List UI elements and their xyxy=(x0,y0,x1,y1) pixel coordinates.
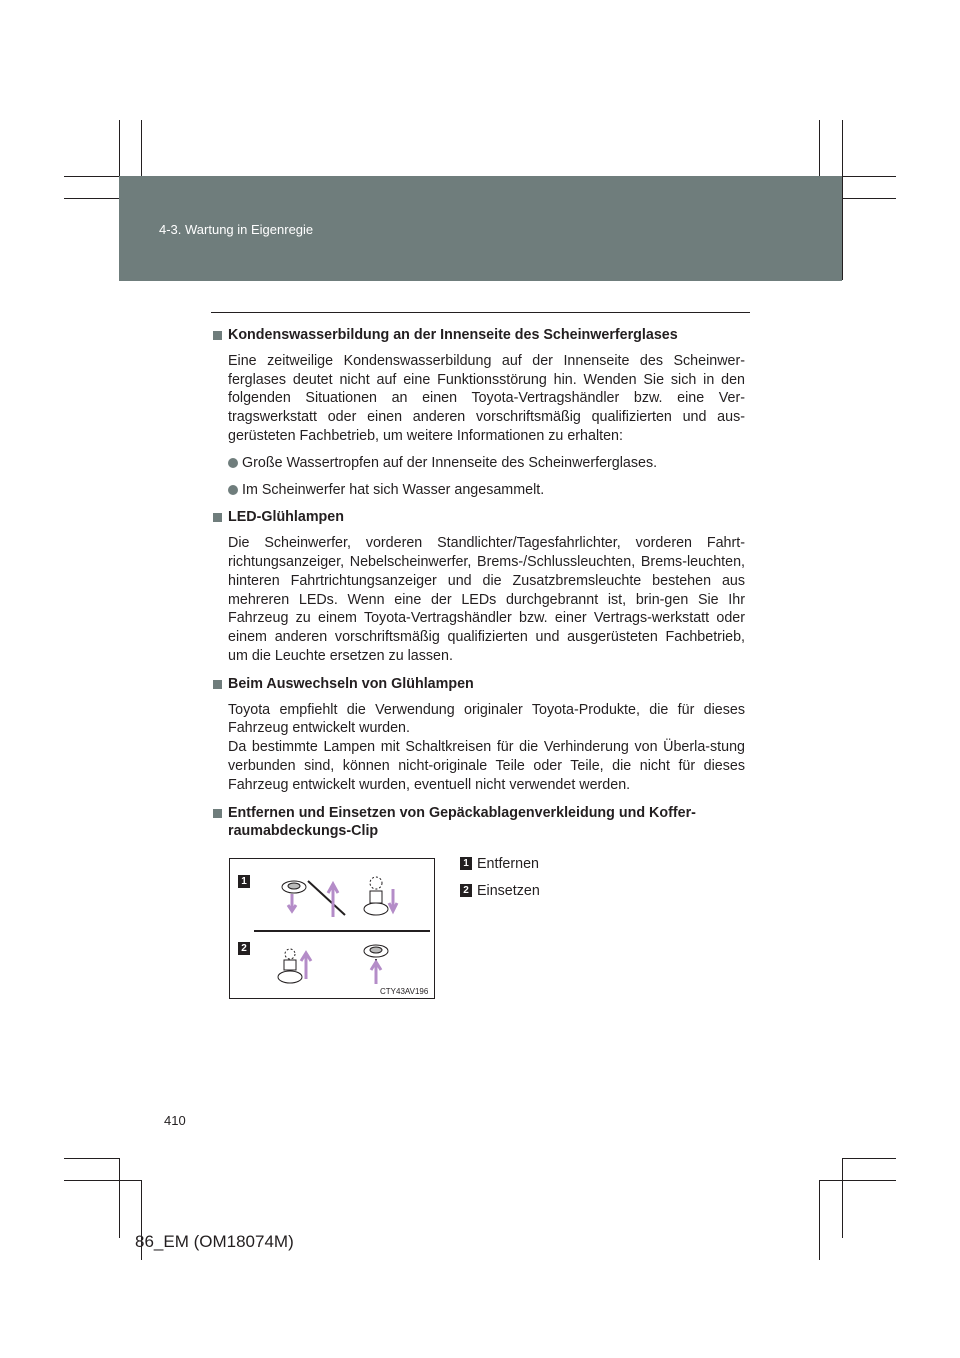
figure-code: CTY43AV196 xyxy=(380,987,429,996)
clip-illustration xyxy=(229,858,435,999)
clip-base-icon xyxy=(364,903,388,915)
clip-head-icon xyxy=(370,947,382,953)
crop-mark xyxy=(842,198,896,199)
crop-mark xyxy=(64,1158,120,1159)
step-number-2: 2 xyxy=(238,942,250,955)
clip-body-icon xyxy=(284,960,296,970)
arrow-down-icon xyxy=(288,894,296,911)
paragraph: Eine zeitweilige Kondenswasserbildung auf der Innenseite des Scheinwer-ferglases deutet nicht auf eine Funktionsstörung hin. Wenden Sie sich in den folgenden Situationen an einen Toyota-Vertragshändler bzw. eine Ver-tragswerkstatt oder einen anderen vorschriftsmäßig qualifizierten und aus-gerüsteten Fachbetrieb, um weitere Informationen zu erhalten: xyxy=(228,352,745,444)
square-bullet-icon xyxy=(213,331,222,340)
section-heading: Beim Auswechseln von Glühlampen xyxy=(213,675,745,694)
clip-drawing xyxy=(230,859,434,998)
legend-item xyxy=(460,856,539,872)
crop-mark xyxy=(842,120,843,280)
section-led xyxy=(213,508,745,665)
crop-mark xyxy=(842,1158,896,1159)
arrow-down-icon xyxy=(389,889,397,911)
section-heading: LED-Glühlampen xyxy=(213,508,745,527)
crop-mark xyxy=(119,1158,120,1238)
square-bullet-icon xyxy=(213,680,222,689)
clip-pin-icon xyxy=(370,877,382,889)
legend-label: Entfernen xyxy=(477,856,539,872)
section-condensation xyxy=(213,326,745,499)
screwdriver-icon xyxy=(308,881,345,915)
crop-mark xyxy=(819,1180,820,1260)
arrow-up-icon xyxy=(301,953,311,979)
crop-mark xyxy=(64,198,120,199)
paragraph: Da bestimmte Lampen mit Schaltkreisen für die Verhinderung von Überla-stung verbunden sind, können nicht-originale Teile oder Teile, die nicht für dieses Fahrzeug entwickelt wurden, eventuell nicht verwendet werden. xyxy=(228,739,745,793)
legend-number: 2 xyxy=(460,884,472,897)
top-rule xyxy=(211,312,750,313)
page-number: 410 xyxy=(164,1113,186,1128)
section-header xyxy=(119,176,842,281)
crop-mark xyxy=(842,1158,843,1238)
step-number-1: 1 xyxy=(238,875,250,888)
crop-mark xyxy=(64,1180,142,1181)
round-bullet-icon xyxy=(228,485,238,495)
square-bullet-icon xyxy=(213,809,222,818)
footer-code: 86_EM (OM18074M) xyxy=(135,1232,294,1251)
bullet-item: Große Wassertropfen auf der Innenseite des Scheinwerferglases. xyxy=(228,454,745,473)
arrow-up-icon xyxy=(371,962,381,984)
paragraph: Die Scheinwerfer, vorderen Standlichter/Tagesfahrlichter, vorderen Fahrt-richtungsanzeiger, Nebelscheinwerfer, Brems-/Schlussleuchten, Brems-leuchten, hinteren Fahrtrichtungsanzeiger und die Zusatzbremsleuchte bestehen aus mehreren LEDs. Wenn eine der LEDs durchgebrannt ist, brin-gen Sie Ihr Fahrzeug zu einem Toyota-Vertragshändler bzw. einer Vertrags-werkstatt oder einem anderen vorschriftsmäßig qualifizierten und ausgerüsteten Fachbetrieb, um die Leuchte ersetzen zu lassen. xyxy=(228,535,745,664)
square-bullet-icon xyxy=(213,513,222,522)
section-clip xyxy=(213,804,745,842)
crop-mark xyxy=(819,1180,896,1181)
paragraph: Toyota empfiehlt die Verwendung originaler Toyota-Produkte, die für dieses Fahrzeug entwickelt wurden. xyxy=(228,701,745,737)
clip-head-icon xyxy=(288,883,300,889)
section-heading: Kondenswasserbildung an der Innenseite des Scheinwerferglases xyxy=(213,326,745,345)
round-bullet-icon xyxy=(228,458,238,468)
clip-pin-icon xyxy=(285,949,295,959)
legend-number: 1 xyxy=(460,857,472,870)
clip-body-icon xyxy=(370,891,382,903)
section-heading: Entfernen und Einsetzen von Gepäckablagenverkleidung und Koffer-raumabdeckungs-Clip xyxy=(213,804,745,842)
page-content xyxy=(213,326,745,841)
section-title: 4-3. Wartung in Eigenregie xyxy=(159,222,314,237)
legend-label: Einsetzen xyxy=(477,883,540,899)
bullet-item: Im Scheinwerfer hat sich Wasser angesammelt. xyxy=(228,481,745,500)
clip-base-icon xyxy=(278,971,302,983)
legend-item xyxy=(460,883,540,899)
section-replacing xyxy=(213,675,745,795)
